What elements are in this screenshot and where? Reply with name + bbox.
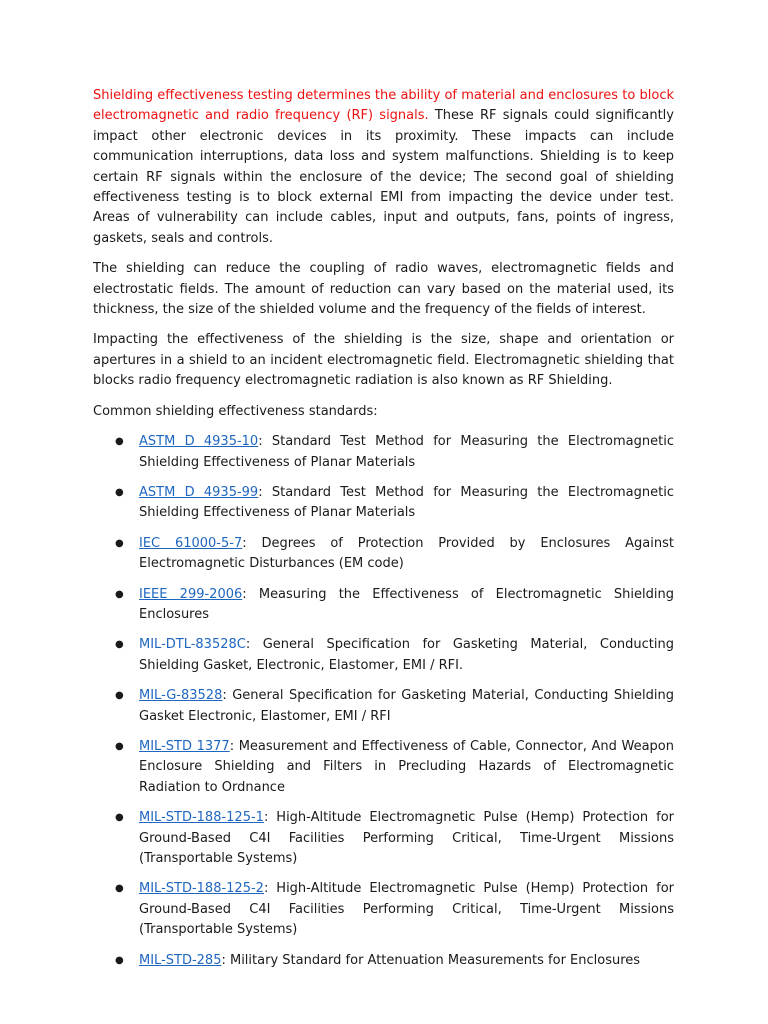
bullet-icon: ● [115,954,124,966]
standard-description: : Standard Test Method for Measuring the Electromagnetic Shielding Effectiveness of Planar Materials [139,434,674,470]
bullet-icon: ● [115,690,124,702]
standard-link[interactable]: ASTM D 4935-99 [139,484,259,500]
standard-link[interactable]: MIL-DTL-83528C [139,637,246,653]
bullet-icon: ● [115,588,124,600]
standard-list-item [93,635,674,676]
intro-paragraph-rest: These RF signals could significantly impact other electronic devices in its proximity. These impacts can include communication interruptions, data loss and system malfunctions. Shielding is to keep certain RF signals within the enclosure of the device; The second goal of shielding effectiveness testing is to block external EMI from impacting the device under test. Areas of vulnerability can include cables, input and outputs, fans, points of ingress, gaskets, seals and controls. [93,108,674,246]
standard-link[interactable]: MIL-STD-188-125-2 [139,881,264,897]
standard-list-item [93,534,674,575]
standard-list-item [93,585,674,626]
standard-description: : Military Standard for Attenuation Measurements for Enclosures [221,952,641,968]
bullet-icon: ● [115,486,124,498]
standard-list-item [93,879,674,940]
standard-description: : General Specification for Gasketing Material, Conducting Shielding Gasket, Electronic, Elastomer, EMI / RFI. [139,637,674,673]
standard-description: : Measuring the Effectiveness of Electromagnetic Shielding Enclosures [139,586,674,622]
standard-link[interactable]: MIL-STD-188-125-1 [139,810,264,826]
bullet-icon: ● [115,436,124,448]
document-page [93,86,674,981]
standard-description: : High-Altitude Electromagnetic Pulse (Hemp) Protection for Ground-Based C4I Facilities Performing Critical, Time-Urgent Missions (Transportable Systems) [139,881,674,938]
highlighted-intro-text: Shielding effectiveness testing determines the ability of material and enclosures to block electromagnetic and radio frequency (RF) signals. [93,88,674,124]
standard-description: : Degrees of Protection Provided by Enclosures Against Electromagnetic Disturbances (EM code) [139,535,674,572]
standard-link[interactable]: IEC 61000-5-7 [139,535,243,551]
standards-list [93,432,674,971]
standard-list-item [93,951,674,971]
bullet-icon: ● [115,537,124,549]
shielding-reduction-paragraph: The shielding can reduce the coupling of radio waves, electromagnetic fields and electrostatic fields. The amount of reduction can vary based on the material used, its thickness, the size of the shielded volume and the frequency of the fields of interest. [93,261,674,318]
intro-paragraph [93,86,674,249]
standard-list-item [93,737,674,798]
standard-description: : General Specification for Gasketing Material, Conducting Shielding Gasket Electronic, Elastomer, EMI / RFI [139,688,674,724]
bullet-icon: ● [115,740,124,752]
aperture-paragraph: Impacting the effectiveness of the shielding is the size, shape and orientation or apertures in a shield to an incident electromagnetic field. Electromagnetic shielding that blocks radio frequency electromagnetic radiation is also known as RF Shielding. [93,332,674,389]
standard-link[interactable]: MIL-STD 1377 [139,738,230,754]
standard-list-item [93,432,674,473]
standard-list-item [93,686,674,727]
bullet-icon: ● [115,812,124,824]
standard-description: : Standard Test Method for Measuring the Electromagnetic Shielding Effectiveness of Planar Materials [139,484,674,521]
bullet-icon: ● [115,883,124,895]
standards-heading: Common shielding effectiveness standards: [93,403,378,419]
standard-link[interactable]: MIL-STD-285 [139,952,222,968]
standard-description: : High-Altitude Electromagnetic Pulse (Hemp) Protection for Ground-Based C4I Facilities Performing Critical, Time-Urgent Missions (Transportable Systems) [139,810,674,866]
standard-description: : Measurement and Effectiveness of Cable, Connector, And Weapon Enclosure Shielding and Filters in Precluding Hazards of Electromagnetic Radiation to Ordnance [139,738,674,795]
standard-list-item [93,483,674,524]
standard-link[interactable]: MIL-G-83528 [139,688,223,704]
standard-list-item [93,808,674,869]
standard-link[interactable]: IEEE 299-2006 [139,586,243,602]
standard-link[interactable]: ASTM D 4935-10 [139,434,259,450]
bullet-icon: ● [115,639,124,651]
